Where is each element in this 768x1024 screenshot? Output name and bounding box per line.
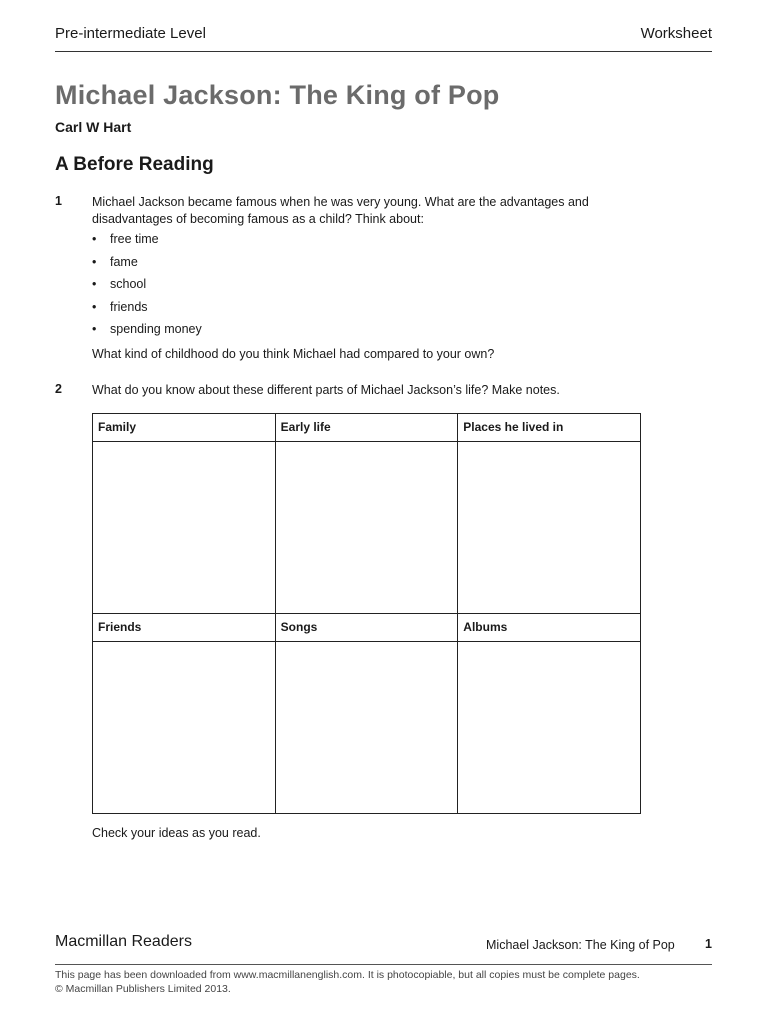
table-row [93, 642, 641, 814]
section-heading: A Before Reading [55, 154, 214, 175]
list-item [92, 232, 202, 255]
bullet-text: friends [110, 299, 148, 314]
question-2-text: What do you know about these different parts of Michael Jackson’s life? Make notes. [92, 383, 560, 397]
table-row [93, 442, 641, 614]
notes-cell[interactable] [275, 442, 458, 614]
question-1-follow-up: What kind of childhood do you think Michael had compared to your own? [92, 347, 495, 361]
notes-cell[interactable] [275, 642, 458, 814]
bullet-icon: • [92, 254, 97, 269]
list-item [92, 255, 202, 278]
page-title: Michael Jackson: The King of Pop [55, 80, 500, 110]
header-doc-type: Worksheet [640, 25, 712, 42]
footer-note-line: This page has been downloaded from www.macmillanenglish.com. It is photocopiable, but all copies must be complete pages. [55, 969, 640, 981]
table-header-cell: Friends [93, 614, 276, 642]
notes-table [92, 413, 641, 814]
list-item [92, 322, 202, 345]
table-header-cell: Family [93, 414, 276, 442]
footer-divider [55, 964, 712, 965]
table-header-cell: Early life [275, 414, 458, 442]
notes-cell[interactable] [458, 442, 641, 614]
question-1-bullet-list [92, 232, 202, 345]
bullet-icon: • [92, 299, 97, 314]
question-2-number: 2 [55, 382, 62, 396]
header-level: Pre-intermediate Level [55, 25, 206, 42]
list-item [92, 300, 202, 323]
footer-note-line: © Macmillan Publishers Limited 2013. [55, 983, 231, 995]
table-header-row [93, 414, 641, 442]
question-1-text: Michael Jackson became famous when he was very young. What are the advantages and disadvantages of becoming famous as a child? Think about: [92, 195, 589, 226]
notes-cell[interactable] [458, 642, 641, 814]
notes-cell[interactable] [93, 442, 276, 614]
bullet-icon: • [92, 322, 97, 337]
table-header-cell: Places he lived in [458, 414, 641, 442]
table-header-row [93, 614, 641, 642]
bullet-text: spending money [110, 322, 202, 337]
bullet-icon: • [92, 277, 97, 292]
footer-copyright-note [55, 968, 640, 996]
bullet-text: school [110, 277, 147, 292]
bullet-icon: • [92, 232, 97, 246]
bullet-text: free time [110, 232, 159, 246]
check-ideas-note: Check your ideas as you read. [92, 826, 261, 840]
table-header-cell: Albums [458, 614, 641, 642]
footer-brand: Macmillan Readers [55, 933, 192, 950]
page-number: 1 [705, 937, 712, 951]
header-divider [55, 51, 712, 52]
question-1-number: 1 [55, 194, 62, 208]
footer-title: Michael Jackson: The King of Pop [486, 938, 675, 952]
notes-cell[interactable] [93, 642, 276, 814]
author: Carl W Hart [55, 119, 132, 135]
table-header-cell: Songs [275, 614, 458, 642]
bullet-text: fame [110, 254, 138, 269]
list-item [92, 277, 202, 300]
